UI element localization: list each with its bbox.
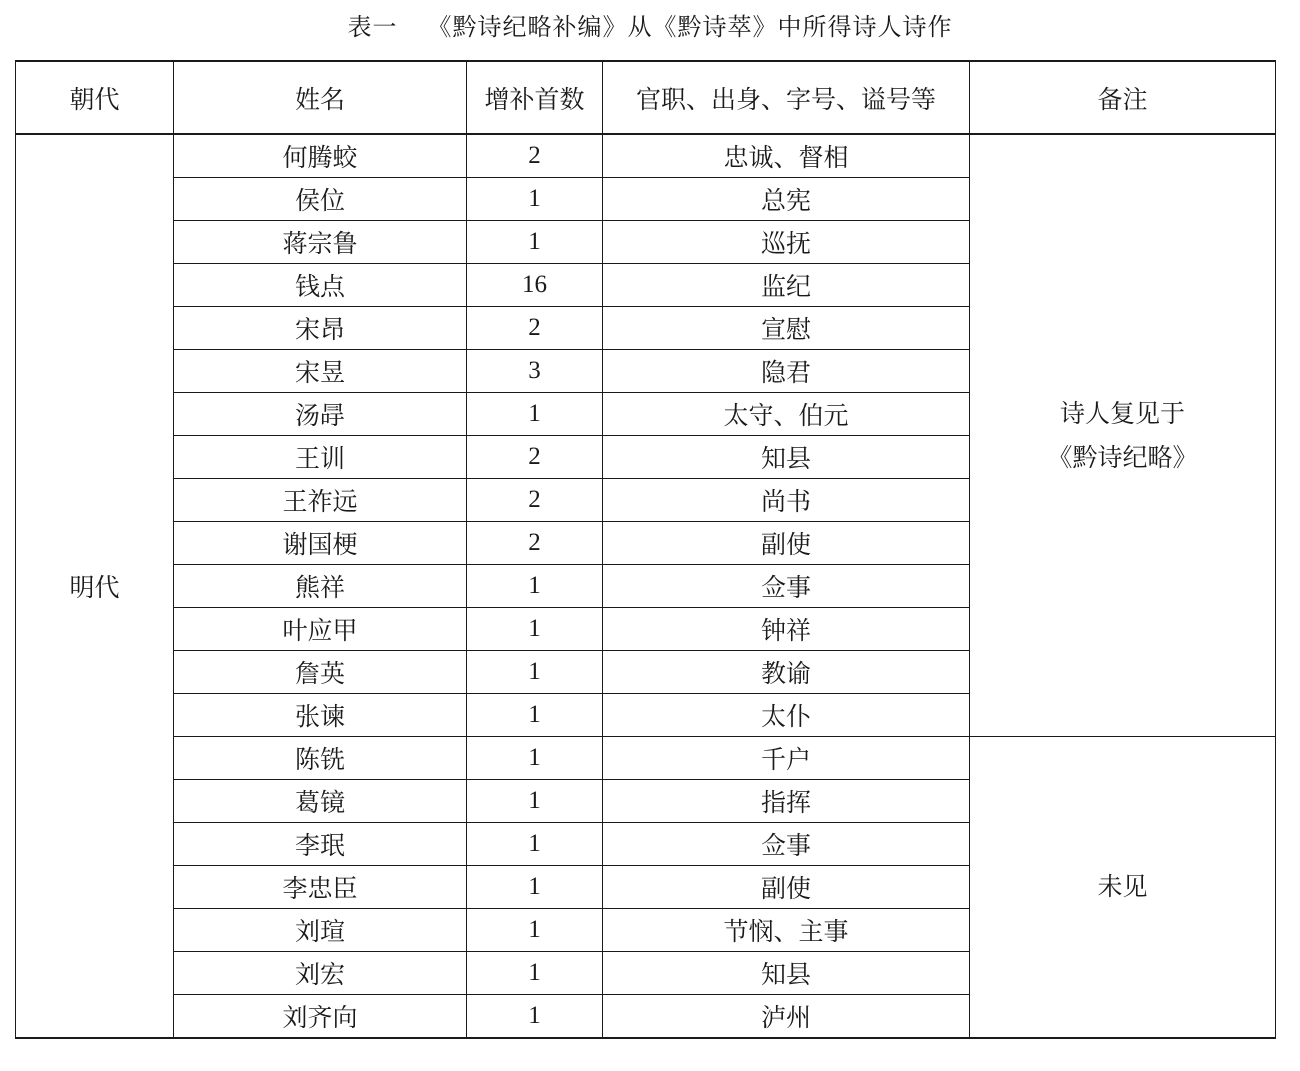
poem-count: 1 — [467, 780, 603, 823]
table-body — [16, 134, 1276, 1038]
poem-count: 2 — [467, 479, 603, 522]
poem-count: 1 — [467, 866, 603, 909]
poet-name: 谢国梗 — [174, 522, 467, 565]
poet-title: 副使 — [603, 866, 970, 909]
poet-title: 巡抚 — [603, 221, 970, 264]
poet-title: 指挥 — [603, 780, 970, 823]
poet-name: 王祚远 — [174, 479, 467, 522]
note-cell-seen — [970, 134, 1276, 737]
note-line-1: 诗人复见于 — [1059, 398, 1185, 428]
poet-name: 刘瑄 — [174, 909, 467, 952]
poet-name: 宋昂 — [174, 307, 467, 350]
poem-count: 1 — [467, 909, 603, 952]
poem-count: 2 — [467, 522, 603, 565]
poet-title: 太仆 — [603, 694, 970, 737]
poet-name: 叶应甲 — [174, 608, 467, 651]
poet-title: 忠诚、督相 — [603, 134, 970, 178]
poet-name: 侯位 — [174, 178, 467, 221]
poet-title: 总宪 — [603, 178, 970, 221]
poet-name: 刘齐向 — [174, 995, 467, 1039]
poet-name: 汤冔 — [174, 393, 467, 436]
poem-count: 1 — [467, 694, 603, 737]
table-title: 《黔诗纪略补编》从《黔诗萃》中所得诗人诗作 — [427, 12, 953, 41]
header-notes: 备注 — [970, 61, 1276, 134]
poet-title: 知县 — [603, 952, 970, 995]
poet-title: 副使 — [603, 522, 970, 565]
poem-count: 1 — [467, 952, 603, 995]
poet-name: 李忠臣 — [174, 866, 467, 909]
poet-name: 刘宏 — [174, 952, 467, 995]
poets-table — [15, 60, 1276, 1039]
poet-name: 钱点 — [174, 264, 467, 307]
poem-count: 3 — [467, 350, 603, 393]
poet-title: 佥事 — [603, 565, 970, 608]
poem-count: 1 — [467, 565, 603, 608]
poem-count: 1 — [467, 608, 603, 651]
poet-name: 蒋宗鲁 — [174, 221, 467, 264]
table-row — [16, 134, 1276, 178]
poem-count: 1 — [467, 995, 603, 1039]
poem-count: 16 — [467, 264, 603, 307]
poet-title: 教谕 — [603, 651, 970, 694]
header-title: 官职、出身、字号、谥号等 — [603, 61, 970, 134]
poem-count: 2 — [467, 134, 603, 178]
poet-title: 千户 — [603, 737, 970, 780]
table-header — [16, 61, 1276, 134]
poem-count: 1 — [467, 823, 603, 866]
poet-title: 监纪 — [603, 264, 970, 307]
poem-count: 1 — [467, 651, 603, 694]
dynasty-cell: 明代 — [16, 134, 174, 1038]
poet-title: 泸州 — [603, 995, 970, 1039]
poet-title: 钟祥 — [603, 608, 970, 651]
poet-title: 宣慰 — [603, 307, 970, 350]
poet-name: 何腾蛟 — [174, 134, 467, 178]
header-name: 姓名 — [174, 61, 467, 134]
poet-title: 尚书 — [603, 479, 970, 522]
poet-title: 太守、伯元 — [603, 393, 970, 436]
poem-count: 2 — [467, 436, 603, 479]
poet-title: 知县 — [603, 436, 970, 479]
poem-count: 1 — [467, 737, 603, 780]
header-row — [16, 61, 1276, 134]
poem-count: 1 — [467, 178, 603, 221]
note-cell-unseen: 未见 — [970, 737, 1276, 1039]
poem-count: 1 — [467, 393, 603, 436]
poet-name: 葛镜 — [174, 780, 467, 823]
poet-name: 陈铣 — [174, 737, 467, 780]
note-line-2: 《黔诗纪略》 — [1047, 442, 1198, 472]
poet-name: 熊祥 — [174, 565, 467, 608]
poet-name: 张谏 — [174, 694, 467, 737]
poet-name: 宋昱 — [174, 350, 467, 393]
table-caption — [0, 6, 1300, 42]
poet-name: 詹英 — [174, 651, 467, 694]
poet-title: 隐君 — [603, 350, 970, 393]
poem-count: 2 — [467, 307, 603, 350]
table-row — [16, 737, 1276, 780]
header-count: 增补首数 — [467, 61, 603, 134]
poet-title: 节悯、主事 — [603, 909, 970, 952]
poem-count: 1 — [467, 221, 603, 264]
table-number: 表一 — [347, 12, 398, 41]
poet-name: 李珉 — [174, 823, 467, 866]
header-dynasty: 朝代 — [16, 61, 174, 134]
poet-title: 佥事 — [603, 823, 970, 866]
poet-name: 王训 — [174, 436, 467, 479]
